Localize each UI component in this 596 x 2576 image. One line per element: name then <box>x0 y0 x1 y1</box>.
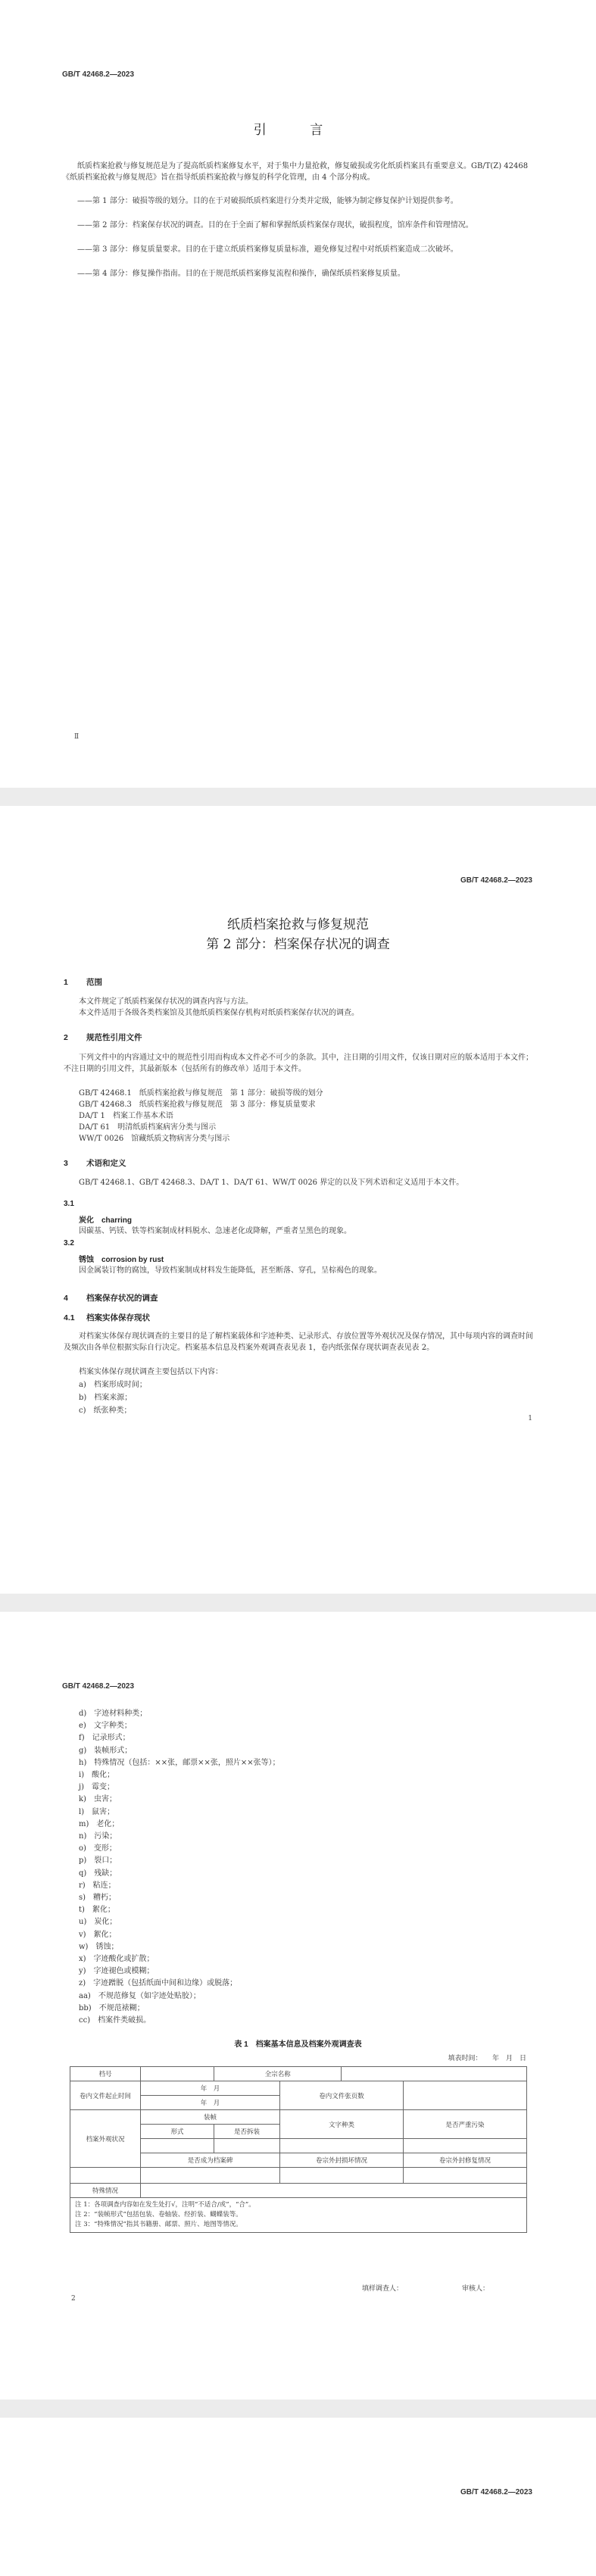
page-1 <box>0 806 596 1594</box>
cell-script-label: 文字种类 <box>280 2110 404 2139</box>
term-3-1-definition: 因碳基、钙镁、铁等档案制成材料脱水、急速老化或降解，严重者呈黑色的现象。 <box>79 1227 351 1235</box>
intro-item-3: ——第 3 部分：修复质量要求。目的在于建立纸质档案修复质量标准，避免修复过程中对纸质档案造成二次破坏。 <box>77 245 458 254</box>
doc-code-header: GB/T 42468.2—2023 <box>460 876 532 885</box>
cell-repair-label: 卷宗外封修复情况 <box>404 2153 527 2168</box>
page-number: 1 <box>528 1415 532 1422</box>
doc-subtitle: 第 2 部分：档案保存状况的调查 <box>206 937 390 952</box>
list-item-e: e) 文字种类； <box>79 1722 132 1731</box>
list-item-f: f) 记录形式； <box>79 1734 130 1743</box>
ref-1: GB/T 42468.1 纸质档案抢救与修复规范 第 1 部分：破损等级的划分 <box>79 1089 323 1098</box>
section-3-text: GB/T 42468.1、GB/T 42468.3、DA/T 1、DA/T 61、WW/T 0026 界定的以及下列术语和定义适用于本文件。 <box>79 1179 464 1187</box>
list-item-j: j) 霉变； <box>79 1783 115 1792</box>
ref-3: DA/T 1 档案工作基本术语 <box>79 1112 173 1120</box>
term-3-1-number: 3.1 <box>64 1200 74 1208</box>
term-3-2: 锈蚀 corrosion by rust <box>79 1256 164 1264</box>
cell-paper-type-label: 是否成为档案碑 <box>141 2153 280 2168</box>
list-item-bb: bb) 不规范裱糊； <box>79 2003 145 2012</box>
cell-binding-label: 装帧 <box>141 2110 280 2125</box>
section-4-1-list-intro: 档案实体保存现状调查主要包括以下内容： <box>79 1368 223 1376</box>
list-item-cc: cc) 档案件类破损。 <box>79 2016 151 2025</box>
list-item-o: o) 变形； <box>79 1844 117 1853</box>
section-3-heading: 3 术语和定义 <box>64 1159 126 1168</box>
table-1-caption: 表 1 档案基本信息及档案外观调查表 <box>234 2041 362 2049</box>
fill-date: 填表时间： 年 月 日 <box>448 2055 526 2062</box>
list-item-aa: aa) 不规范修复（如字迹处贴胶）； <box>79 1991 201 2000</box>
list-item-l: l) 鼠害； <box>79 1807 115 1816</box>
list-item-y: y) 字迹褪色或模糊； <box>79 1967 154 1976</box>
note-2: 注 2：“装帧形式”包括包装、卷轴装、经折装、蝴蝶装等。 <box>75 2211 242 2218</box>
list-item-z: z) 字迹蹭脱（包括纸面中间和边缘）或脱落； <box>79 1979 238 1988</box>
section-1-text-2: 本文件适用于各级各类档案馆及其他纸质档案保存机构对纸质档案保存状况的调查。 <box>79 1009 359 1017</box>
note-1: 注 1：各项调查内容如在发生处打√，注明“不适合/或”，“合”。 <box>75 2201 255 2209</box>
section-1-text-1: 本文件规定了纸质档案保存状况的调查内容与方法。 <box>79 998 253 1006</box>
cell-binding-state-label: 是否拆装 <box>214 2125 280 2139</box>
list-item-g: g) 装帧形式； <box>79 1746 133 1755</box>
cell-appearance-label: 档案外观状况 <box>70 2110 141 2168</box>
section-4-1-text: 对档案实体保存现状调查的主要目的是了解档案载体和字迹种类、记录形式、存放位置等外观状况及保存情况，其中每项内容的调查时间及频次由各单位根据实际自行决定。档案基本信息及档案外观调查表见表 1，卷内纸张保存现状调查表见表 2。 <box>64 1332 533 1352</box>
cell-special-label: 特殊情况 <box>70 2184 141 2198</box>
intro-title: 引 言 <box>253 123 343 138</box>
checker-signature: 审核人： <box>462 2285 490 2293</box>
cell-archive-no-label: 档号 <box>70 2067 141 2081</box>
cell-form-label: 形式 <box>141 2125 214 2139</box>
list-item-p: p) 裂口； <box>79 1856 117 1866</box>
list-item-t: t) 絮化； <box>79 1906 115 1915</box>
page-introduction <box>0 0 596 788</box>
section-1-heading: 1 范围 <box>64 978 102 987</box>
list-item-v: v) 絮化； <box>79 1930 117 1939</box>
doc-code-header: GB/T 42468.2—2023 <box>460 2488 532 2496</box>
list-item-a: a) 档案形成时间； <box>79 1381 147 1389</box>
section-2-heading: 2 规范性引用文件 <box>64 1033 142 1042</box>
table-notes <box>70 2198 527 2233</box>
table-1: 档号 全宗名称 卷内文件起止时间 年 月 卷内文件张页数 年 月 档案外观状况 装帧 文字种类 是否严重污染 形式 是否拆装 是否成为档案碑 卷宗外封损坏情况 卷宗外封修复情况 特殊情况 注 1：各项调查内容如在发生处打√，注明“不适合/或”，“合”。 注 2：“装帧形式”包括包装、卷轴装、经折装、蝴蝶装等。 注 3：“特殊情况”指其书籍册、邮票、照片、地图等情况。 <box>70 2066 527 2233</box>
list-item-h: h) 特殊情况（包括：××张，邮票××张，照片××张等）； <box>79 1758 280 1767</box>
cell-condition-label: 卷宗外封损坏情况 <box>280 2153 404 2168</box>
section-2-text: 下列文件中的内容通过文中的规范性引用而构成本文件必不可少的条款。其中，注日期的引用文件，仅该日期对应的版本适用于本文件；不注日期的引用文件，其最新版本（包括所有的修改单）适用于本文件。 <box>64 1054 533 1073</box>
term-3-2-definition: 因金属装订物的腐蚀，导致档案制成材料发生能降低，甚至断落、穿孔，呈棕褐色的现象。 <box>79 1266 382 1275</box>
list-item-k: k) 虫害； <box>79 1795 117 1804</box>
page-2 <box>0 1612 596 2400</box>
list-item-x: x) 字迹酸化或扩散； <box>79 1955 154 1964</box>
intro-item-2: ——第 2 部分：档案保存状况的调查。目的在于全面了解和掌握纸质档案保存现状，破损程度，馆库条件和管理情况。 <box>77 221 473 229</box>
list-item-i: i) 酸化； <box>79 1771 115 1780</box>
cell-title-label: 全宗名称 <box>214 2067 342 2081</box>
survey-item-list <box>79 1708 533 2027</box>
cell-pollution-label: 是否严重污染 <box>404 2110 527 2139</box>
section-4-1-heading: 4.1 档案实体保存现状 <box>64 1313 150 1322</box>
list-item-r: r) 粘连； <box>79 1881 116 1890</box>
intro-para: 纸质档案抢救与修复规范是为了提高纸质档案修复水平，对于集中力量抢救，修复破损或劣化纸质档案具有重要意义。GB/T(Z) 42468《纸质档案抢救与修复规范》旨在指导纸质档案抢救与修复的科学化管理，由 4 个部分构成。 <box>62 162 529 182</box>
doc-code-header: GB/T 42468.2—2023 <box>62 1682 135 1691</box>
ref-2: GB/T 42468.3 纸质档案抢救与修复规范 第 3 部分：修复质量要求 <box>79 1101 316 1109</box>
filler-signature: 填样调查人： <box>362 2285 404 2293</box>
ref-4: DA/T 61 明清纸质档案病害分类与图示 <box>79 1123 217 1132</box>
term-3-2-number: 3.2 <box>64 1239 74 1247</box>
cell-date-range-label: 卷内文件起止时间 <box>70 2081 141 2110</box>
list-item-d: d) 字迹材料种类； <box>79 1710 148 1718</box>
list-item-w: w) 锈蚀； <box>79 1942 119 1951</box>
list-item-b: b) 档案来源； <box>79 1394 133 1402</box>
cell-pages-label: 卷内文件张页数 <box>280 2081 404 2110</box>
list-item-u: u) 炭化； <box>79 1918 117 1927</box>
list-item-q: q) 残缺； <box>79 1869 117 1878</box>
list-item-m: m) 老化； <box>79 1819 120 1828</box>
ref-5: WW/T 0026 馆藏纸质文物病害分类与图示 <box>79 1135 230 1143</box>
list-item-n: n) 污染； <box>79 1832 117 1841</box>
list-item-c: c) 纸张种类； <box>79 1407 132 1415</box>
page-number: Ⅱ <box>74 733 80 741</box>
term-3-1: 炭化 charring <box>79 1216 133 1225</box>
list-item-s: s) 糟朽； <box>79 1894 117 1903</box>
note-3: 注 3：“特殊情况”指其书籍册、邮票、照片、地图等情况。 <box>75 2221 242 2228</box>
section-4-heading: 4 档案保存状况的调查 <box>64 1294 158 1303</box>
intro-item-4: ——第 4 部分：修复操作指南。目的在于规范纸质档案修复流程和操作，确保纸质档案修复质量。 <box>77 270 405 278</box>
doc-title: 纸质档案抢救与修复规范 <box>227 917 369 932</box>
page-3 <box>0 2418 596 2576</box>
intro-item-1: ——第 1 部分：破损等级的划分。目的在于对破损纸质档案进行分类并定级，能够为制定修复保护计划提供参考。 <box>77 197 458 205</box>
page-number: 2 <box>71 2295 76 2303</box>
doc-code-header: GB/T 42468.2—2023 <box>62 70 135 79</box>
